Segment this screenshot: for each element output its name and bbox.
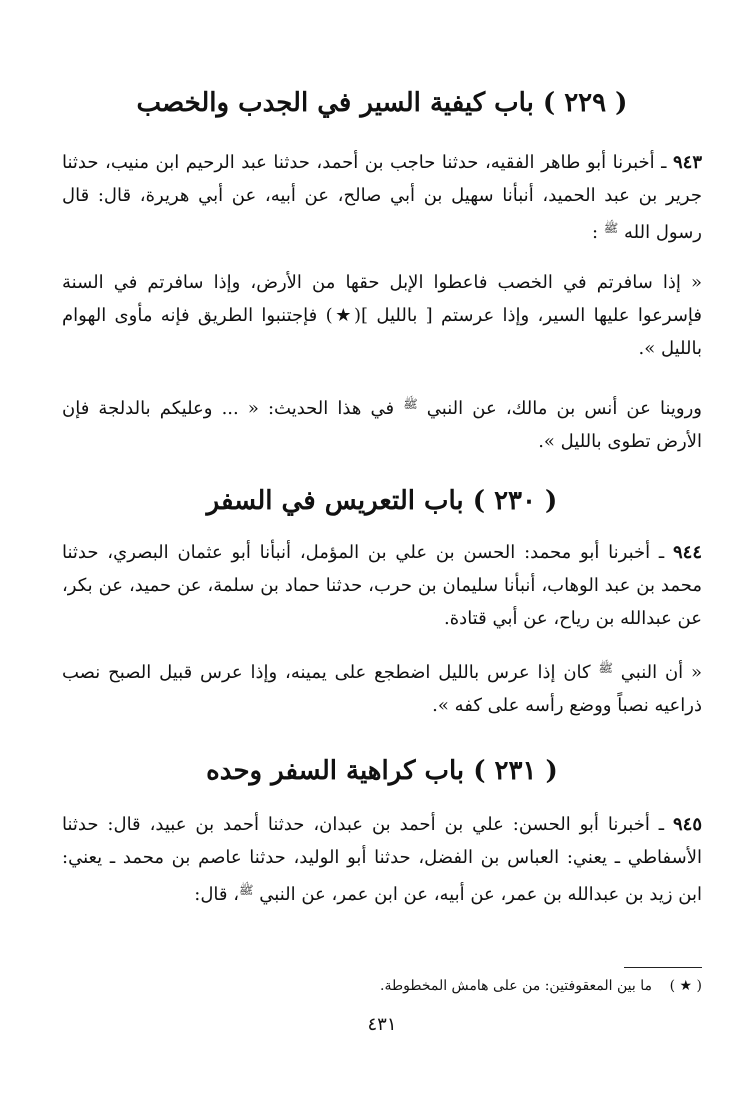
footnote-divider	[624, 967, 702, 968]
page-number: ٤٣١	[367, 1014, 397, 1035]
section-heading-229: ( ٢٢٩ ) باب كيفية السير في الجدب والخصب	[136, 88, 628, 118]
footnote-marker: ( ★ )	[669, 978, 702, 994]
hadith-943-isnad-end: :	[592, 222, 604, 243]
footnote	[62, 976, 702, 996]
honorific-glyph: ﷺ	[403, 397, 418, 411]
hadith-945-isnad-text: ـ أخبرنا أبو الحسن: علي بن أحمد بن عبدان، حدثنا أحمد بن عبيد، قال: حدثنا الأسفاطي ـ يعني: العباس بن الفضل، حدثنا أبو الوليد، حدثنا عاصم بن محمد ـ يعني: ابن زيد بن عبدالله بن عمر، عن أبيه، عن ابن عمر، عن النبي	[62, 814, 702, 905]
honorific-glyph: ﷺ	[598, 661, 613, 675]
hadith-number-943: ٩٤٣	[672, 152, 702, 173]
hadith-944-text	[62, 652, 702, 722]
hadith-number-944: ٩٤٤	[672, 542, 702, 563]
anas-narration-start: وروينا عن أنس بن مالك، عن النبي	[417, 398, 702, 419]
hadith-944-isnad-text: ـ أخبرنا أبو محمد: الحسن بن علي بن المؤمل، أنبأنا أبو عثمان البصري، حدثنا محمد بن عبد الوهاب، أنبأنا سليمان بن حرب، حدثنا حماد بن سلمة، عن حميد، عن بكر، عن عبدالله بن رياح، عن أبي قتادة.	[62, 542, 702, 629]
anas-narration	[62, 388, 702, 458]
hadith-number-945: ٩٤٥	[672, 814, 702, 835]
book-page	[62, 0, 702, 1106]
hadith-944-isnad	[62, 536, 702, 635]
anas-narration-end: في هذا الحديث: « ... وعليكم بالدلجة فإن الأرض تطوى بالليل ».	[62, 398, 702, 452]
hadith-945-isnad-end: ، قال:	[194, 884, 240, 905]
hadith-944-text-end: كان إذا عرس بالليل اضطجع على يمينه، وإذا عرس قبيل الصبح نصب ذراعيه نصباً ووضع رأسه على كفه ».	[62, 662, 702, 716]
honorific-glyph: ﷺ	[239, 883, 254, 897]
honorific-glyph: ﷺ	[603, 221, 619, 235]
section-heading-230: ( ٢٣٠ ) باب التعريس في السفر	[206, 486, 558, 516]
hadith-943-isnad-text: ـ أخبرنا أبو طاهر الفقيه، حدثنا حاجب بن أحمد، حدثنا عبد الرحيم ابن منيب، حدثنا جرير بن عبد الحميد، أنبأنا سهيل بن أبي صالح، عن أبيه، عن أبي هريرة، قال: قال رسول الله	[62, 152, 702, 243]
hadith-943-text: « إذا سافرتم في الخصب فاعطوا الإبل حقها من الأرض، وإذا سافرتم في السنة فإسرعوا عليها السير، وإذا عرستم [ بالليل ](★) فإجتنبوا الطريق فإنه مأوى الهوام بالليل ».	[62, 272, 702, 359]
hadith-944-text-start: « أن النبي	[612, 662, 702, 683]
hadith-945-isnad	[62, 808, 702, 911]
hadith-943-isnad	[62, 146, 702, 249]
footnote-text: ما بين المعقوفتين: من على هامش المخطوطة.	[380, 978, 652, 994]
section-heading-231: ( ٢٣١ ) باب كراهية السفر وحده	[206, 756, 558, 786]
